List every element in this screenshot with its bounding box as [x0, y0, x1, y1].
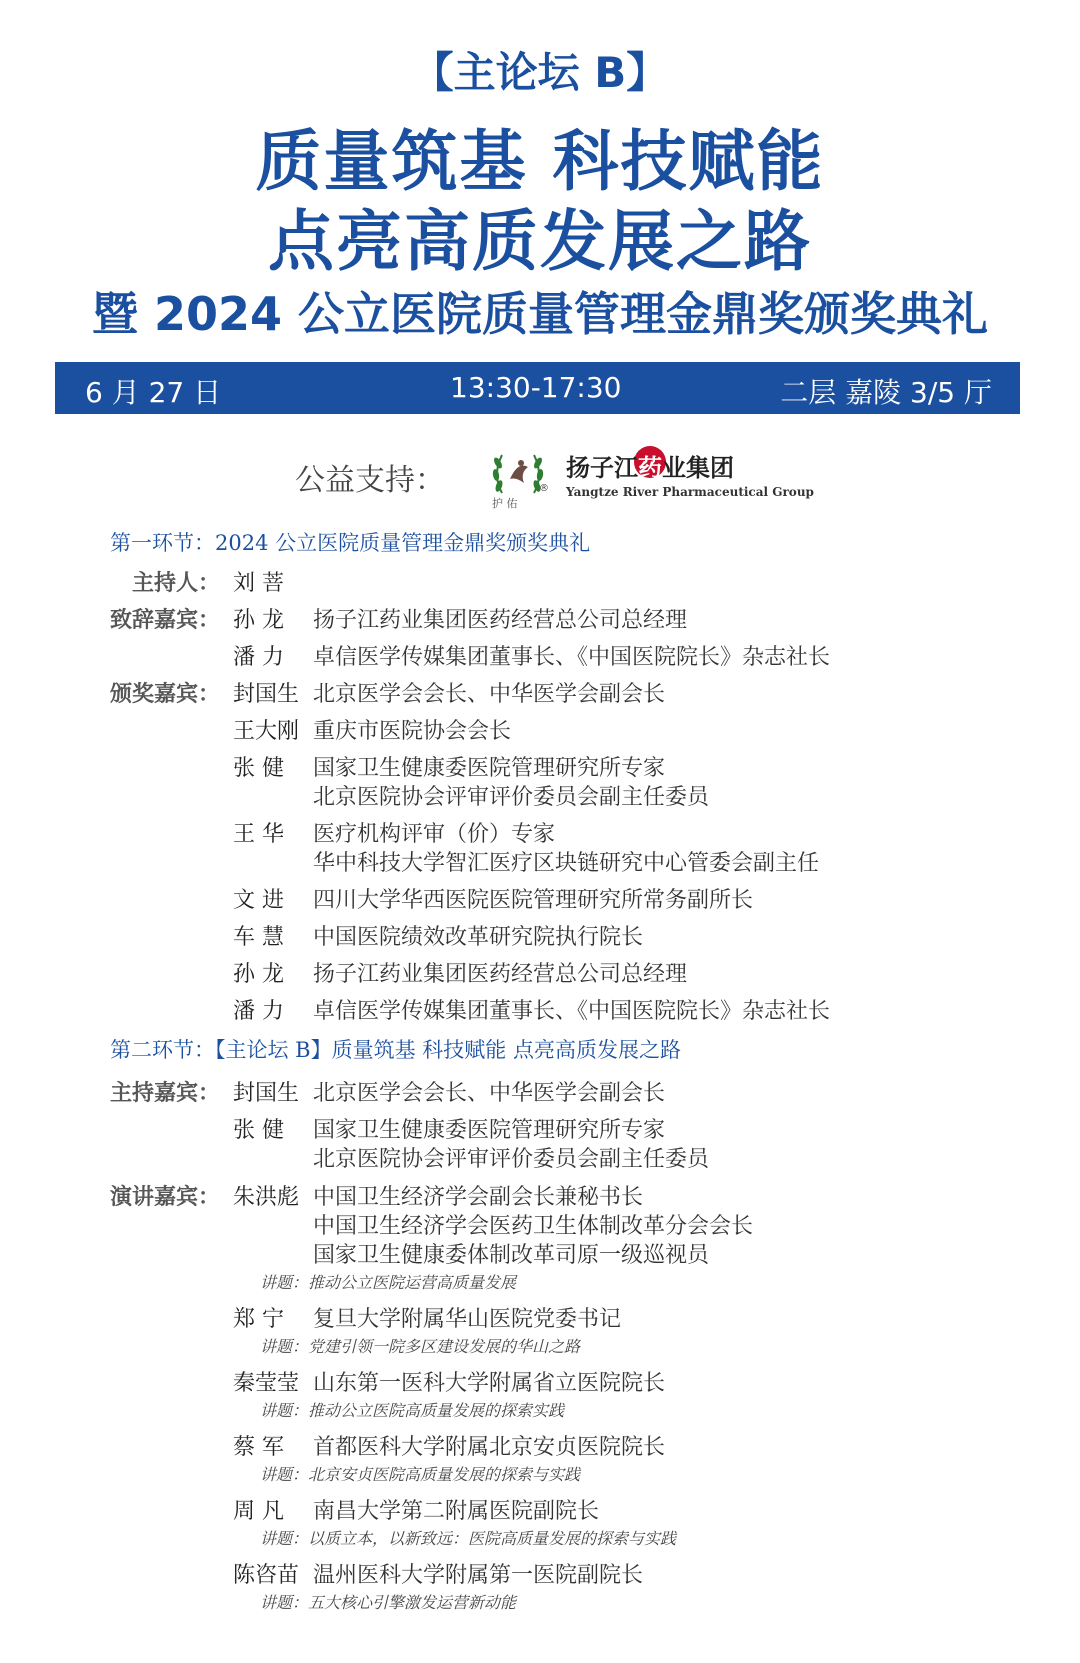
guest-title: 北京医学会会长、中华医学会副会长	[313, 682, 666, 707]
speaker-title: 首都医科大学附属北京安贞医院院长	[313, 1435, 666, 1460]
logo-text-highlight	[638, 448, 662, 483]
guest-title: 医疗机构评审（价）专家	[313, 822, 556, 847]
speech-topic: 讲题：推动公立医院高质量发展的探索实践	[260, 1401, 565, 1420]
section2-heading: 第二环节：【主论坛 B】质量筑基 科技赋能 点亮高质发展之路	[110, 1038, 681, 1062]
logo-text-part-b: 药	[638, 453, 662, 482]
award-label: 颁奖嘉宾：	[110, 682, 221, 707]
speaker-name: 周 凡	[233, 1499, 284, 1524]
section1-heading: 第一环节：2024 公立医院质量管理金鼎奖颁奖典礼	[110, 531, 591, 555]
guest-title: 扬子江药业集团医药经营总公司总经理	[313, 608, 688, 633]
guest-title: 重庆市医院协会会长	[313, 719, 512, 744]
speaker-title: 中国卫生经济学会副会长兼秘书长	[313, 1185, 644, 1210]
guest-title-2: 北京医院协会评审评价委员会副主任委员	[313, 785, 710, 810]
guest-title: 中国医院绩效改革研究院执行院长	[313, 925, 644, 950]
logo-text-part-a: 扬子江	[566, 453, 638, 482]
title-line-2: 点亮高质发展之路	[268, 203, 812, 280]
laurel-emblem-icon	[488, 443, 548, 503]
speech-topic: 讲题：推动公立医院运营高质量发展	[260, 1273, 517, 1292]
speaker-name: 朱洪彪	[233, 1185, 300, 1210]
sponsor-label: 公益支持：	[295, 463, 445, 498]
speech-topic: 讲题：五大核心引擎激发运营新动能	[260, 1593, 517, 1612]
sponsor-logo-en: Yangtze River Pharmaceutical Group	[566, 485, 814, 499]
speaker-title: 复旦大学附属华山医院党委书记	[313, 1307, 622, 1332]
speaker-title: 南昌大学第二附属医院副院长	[313, 1499, 600, 1524]
guest-title: 扬子江药业集团医药经营总公司总经理	[313, 962, 688, 987]
speaker-name: 蔡 军	[233, 1435, 284, 1460]
title-line-3: 暨 2024 公立医院质量管理金鼎奖颁奖典礼	[91, 287, 989, 341]
speaker-title-3: 国家卫生健康委体制改革司原一级巡视员	[313, 1243, 710, 1268]
guest-title: 四川大学华西医院医院管理研究所常务副所长	[313, 888, 754, 913]
logo-text-part-c: 业集团	[662, 453, 734, 482]
guest-title-2: 华中科技大学智汇医疗区块链研究中心管委会副主任	[313, 851, 820, 876]
guest-name: 王 华	[233, 822, 284, 847]
info-bar	[55, 362, 1020, 414]
guest-name: 文 进	[233, 888, 284, 913]
guest-title: 国家卫生健康委医院管理研究所专家	[313, 1118, 666, 1143]
guest-title-2: 北京医院协会评审评价委员会副主任委员	[313, 1147, 710, 1172]
guest-name: 潘 力	[233, 645, 284, 670]
guest-name: 封国生	[233, 1081, 300, 1106]
guest-name: 张 健	[233, 1118, 284, 1143]
speaker-title-2: 中国卫生经济学会医药卫生体制改革分会会长	[313, 1214, 754, 1239]
emblem-caption: 护 佑	[492, 497, 518, 510]
guest-name: 车 慧	[233, 925, 284, 950]
speaker-title: 山东第一医科大学附属省立医院院长	[313, 1371, 666, 1396]
speech-topic: 讲题：以质立本，以新致远：医院高质量发展的探索与实践	[260, 1529, 677, 1548]
speaker-label: 演讲嘉宾：	[110, 1185, 221, 1210]
title-line-1: 质量筑基 科技赋能	[255, 123, 825, 200]
guest-name: 潘 力	[233, 999, 284, 1024]
event-date: 6 月 27 日	[85, 376, 222, 409]
registered-mark: ®	[539, 483, 549, 494]
guest-name: 王大刚	[233, 719, 300, 744]
guest-title: 北京医学会会长、中华医学会副会长	[313, 1081, 666, 1106]
forum-tag: 【主论坛 B】	[411, 48, 669, 97]
event-venue: 二层 嘉陵 3/5 厅	[780, 376, 992, 409]
speech-topic: 讲题：党建引领一院多区建设发展的华山之路	[260, 1337, 581, 1356]
speaker-name: 郑 宁	[233, 1307, 284, 1332]
speech-label: 致辞嘉宾：	[110, 608, 221, 633]
speech-topic: 讲题：北京安贞医院高质量发展的探索与实践	[260, 1465, 581, 1484]
speaker-name: 陈咨苗	[233, 1563, 300, 1588]
host-name: 刘 菩	[233, 571, 284, 596]
speaker-name: 秦莹莹	[233, 1371, 300, 1396]
host-label: 主持人：	[132, 571, 221, 596]
host-label: 主持嘉宾：	[110, 1081, 221, 1106]
guest-name: 张 健	[233, 756, 284, 781]
event-time: 13:30-17:30	[450, 371, 622, 404]
guest-title: 卓信医学传媒集团董事长、《中国医院院长》杂志社长	[313, 999, 831, 1024]
sponsor-logo-cn	[566, 448, 734, 483]
guest-name: 封国生	[233, 682, 300, 707]
speaker-title: 温州医科大学附属第一医院副院长	[313, 1563, 644, 1588]
guest-name: 孙 龙	[233, 608, 284, 633]
guest-title: 国家卫生健康委医院管理研究所专家	[313, 756, 666, 781]
guest-title: 卓信医学传媒集团董事长、《中国医院院长》杂志社长	[313, 645, 831, 670]
guest-name: 孙 龙	[233, 962, 284, 987]
